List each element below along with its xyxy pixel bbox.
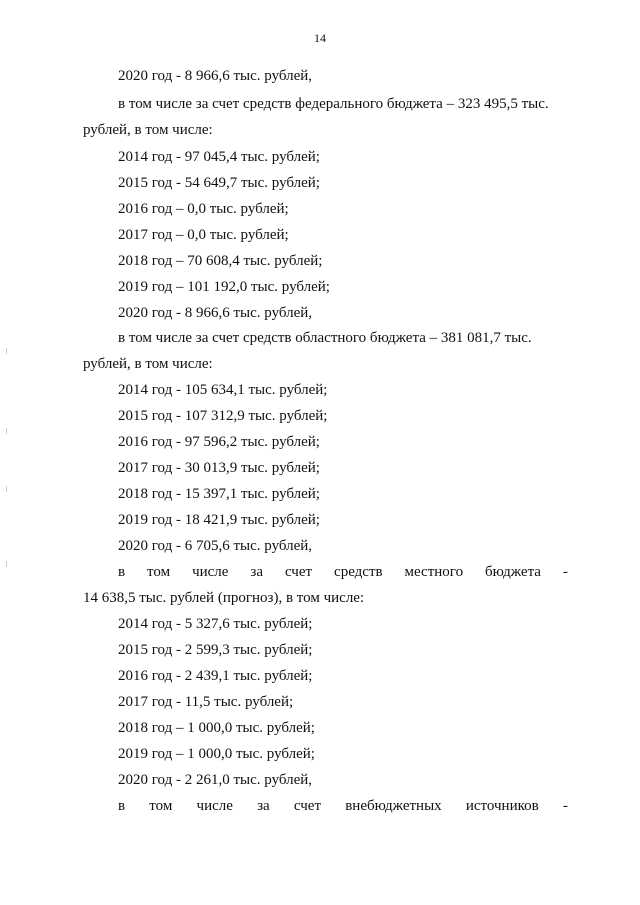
text-line: 2017 год – 0,0 тыс. рублей; (118, 227, 289, 243)
text-line: 14 638,5 тыс. рублей (прогноз), в том числе: (83, 590, 365, 606)
scan-mark (6, 486, 7, 492)
text-line: 2018 год – 1 000,0 тыс. рублей; (118, 720, 315, 736)
text-line: 2019 год – 101 192,0 тыс. рублей; (118, 279, 330, 295)
word: том (147, 564, 171, 580)
text-line: 2020 год - 2 261,0 тыс. рублей, (118, 772, 313, 788)
word: - (562, 564, 568, 580)
text-line-justified (118, 797, 568, 815)
text-line: в том числе за счет средств областного бюджета – 381 081,7 тыс. (118, 330, 532, 346)
text-line: 2019 год - 18 421,9 тыс. рублей; (118, 512, 320, 528)
text-line: 2015 год - 2 599,3 тыс. рублей; (118, 642, 313, 658)
word: за (250, 564, 263, 580)
word: том (149, 798, 173, 814)
text-line: 2017 год - 11,5 тыс. рублей; (118, 694, 294, 710)
text-line: 2017 год - 30 013,9 тыс. рублей; (118, 460, 320, 476)
scan-mark (6, 348, 7, 354)
page-number: 14 (314, 31, 326, 45)
word: источников (465, 798, 539, 814)
word: - (562, 798, 568, 814)
text-line-justified (118, 563, 568, 581)
scan-mark (6, 561, 7, 567)
text-line: 2019 год – 1 000,0 тыс. рублей; (118, 746, 315, 762)
text-line: рублей, в том числе: (83, 356, 213, 372)
word: в (118, 564, 126, 580)
word: бюджета (485, 564, 541, 580)
word: счет (284, 564, 313, 580)
word: местного (404, 564, 464, 580)
word: числе (192, 564, 229, 580)
word: числе (196, 798, 233, 814)
text-line: 2015 год - 107 312,9 тыс. рублей; (118, 408, 328, 424)
text-line: в том числе за счет средств федерального бюджета – 323 495,5 тыс. (118, 96, 549, 112)
text-line: 2015 год - 54 649,7 тыс. рублей; (118, 175, 320, 191)
word: за (257, 798, 270, 814)
word: средств (334, 564, 383, 580)
text-line: 2014 год - 97 045,4 тыс. рублей; (118, 149, 320, 165)
word: в (118, 798, 126, 814)
text-line: 2016 год – 0,0 тыс. рублей; (118, 201, 289, 217)
text-line: 2020 год - 8 966,6 тыс. рублей, (118, 305, 313, 321)
text-line: 2014 год - 5 327,6 тыс. рублей; (118, 616, 313, 632)
text-line: 2018 год – 70 608,4 тыс. рублей; (118, 253, 323, 269)
text-line: 2020 год - 8 966,6 тыс. рублей, (118, 68, 313, 84)
text-line: рублей, в том числе: (83, 122, 213, 138)
word: внебюджетных (345, 798, 442, 814)
scan-mark (6, 428, 7, 434)
text-line: 2016 год - 97 596,2 тыс. рублей; (118, 434, 320, 450)
text-line: 2018 год - 15 397,1 тыс. рублей; (118, 486, 320, 502)
text-line: 2020 год - 6 705,6 тыс. рублей, (118, 538, 313, 554)
text-line: 2016 год - 2 439,1 тыс. рублей; (118, 668, 313, 684)
word: счет (293, 798, 322, 814)
text-line: 2014 год - 105 634,1 тыс. рублей; (118, 382, 328, 398)
